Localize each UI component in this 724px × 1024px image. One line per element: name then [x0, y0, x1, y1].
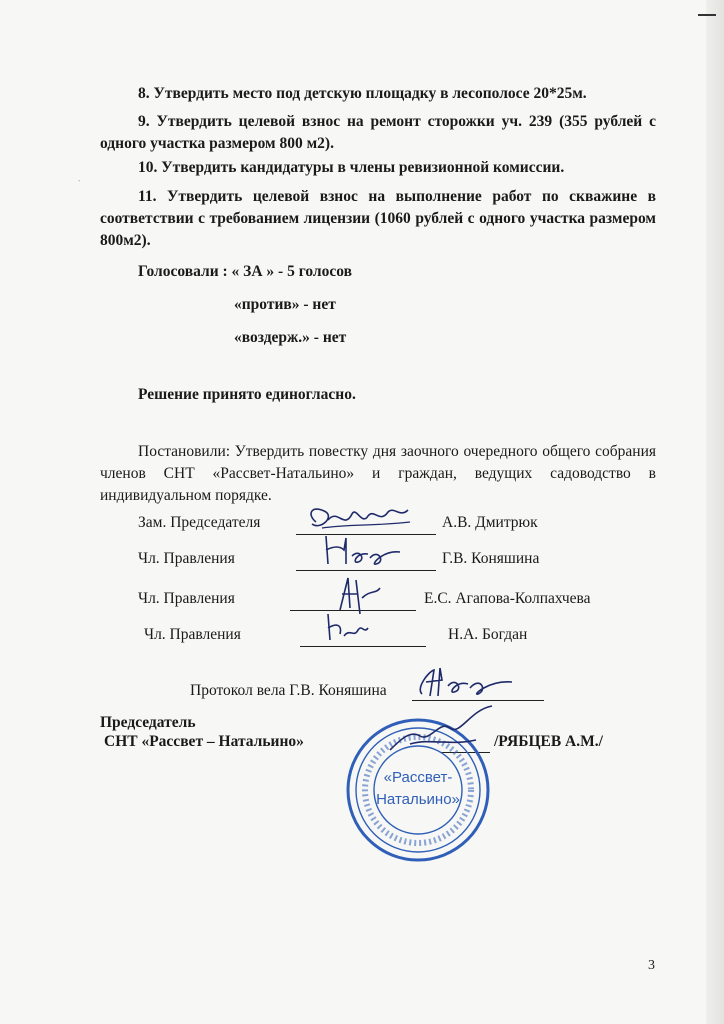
- agenda-item-10: 10. Утвердить кандидатуры в члены ревизионной комиссии.: [138, 159, 565, 176]
- signature-role: Чл. Правления: [138, 550, 235, 567]
- signature-name: А.В. Дмитрюк: [442, 514, 538, 531]
- vote-against: «против» - нет: [234, 296, 336, 313]
- agenda-item-9: 9. Утвердить целевой взнос на ремонт сторожки уч. 239 (355 рублей с одного участка размером 800 м2).: [100, 113, 656, 152]
- vote-abstain: «воздерж.» - нет: [234, 329, 347, 346]
- agenda-item-11: 11. Утвердить целевой взнос на выполнение работ по скважине в соответствии с требованием лицензии (1060 рублей с одного участка размером 800м2).: [100, 188, 656, 249]
- agenda-item-8: 8. Утвердить место под детскую площадку в лесополосе 20*25м.: [138, 85, 587, 102]
- signature-name: Е.С. Агапова-Колпахчева: [424, 590, 591, 607]
- handwritten-signature: [316, 530, 406, 574]
- svg-text:Натальино»: Натальино»: [376, 791, 460, 808]
- signature-row: [100, 626, 660, 652]
- handwritten-signature: [320, 610, 370, 646]
- chairman-name: /РЯБЦЕВ А.М./: [494, 733, 603, 750]
- decision-text: Решение принято единогласно.: [138, 386, 356, 403]
- protocol-text: Протокол вела Г.В. Коняшина: [190, 682, 387, 699]
- signature-name: Г.В. Коняшина: [442, 550, 540, 567]
- scan-speck: ∙: [78, 176, 81, 187]
- signature-name: Н.А. Богдан: [448, 626, 528, 643]
- vote-for: Голосовали : « ЗА » - 5 голосов: [138, 263, 352, 280]
- resolution-text: Постановили: Утвердить повестку дня заочного очередного общего собрания членов СНТ «Рассвет-Натальино» и граждан, ведущих садоводство в индивидуальном порядке.: [100, 443, 656, 504]
- svg-text:«Рассвет-: «Рассвет-: [383, 769, 453, 786]
- page-number: 3: [648, 958, 655, 973]
- handwritten-signature: [408, 660, 518, 704]
- signature-role: Зам. Председателя: [138, 514, 261, 531]
- chairman-org: СНТ «Рассвет – Натальино»: [104, 733, 304, 750]
- signature-role: Чл. Правления: [138, 590, 235, 607]
- chairman-signature: [380, 700, 500, 760]
- signature-role: Чл. Правления: [144, 626, 241, 643]
- chairman-title: Председатель: [100, 714, 196, 731]
- corner-mark: [698, 14, 716, 16]
- scan-edge: [706, 0, 724, 1024]
